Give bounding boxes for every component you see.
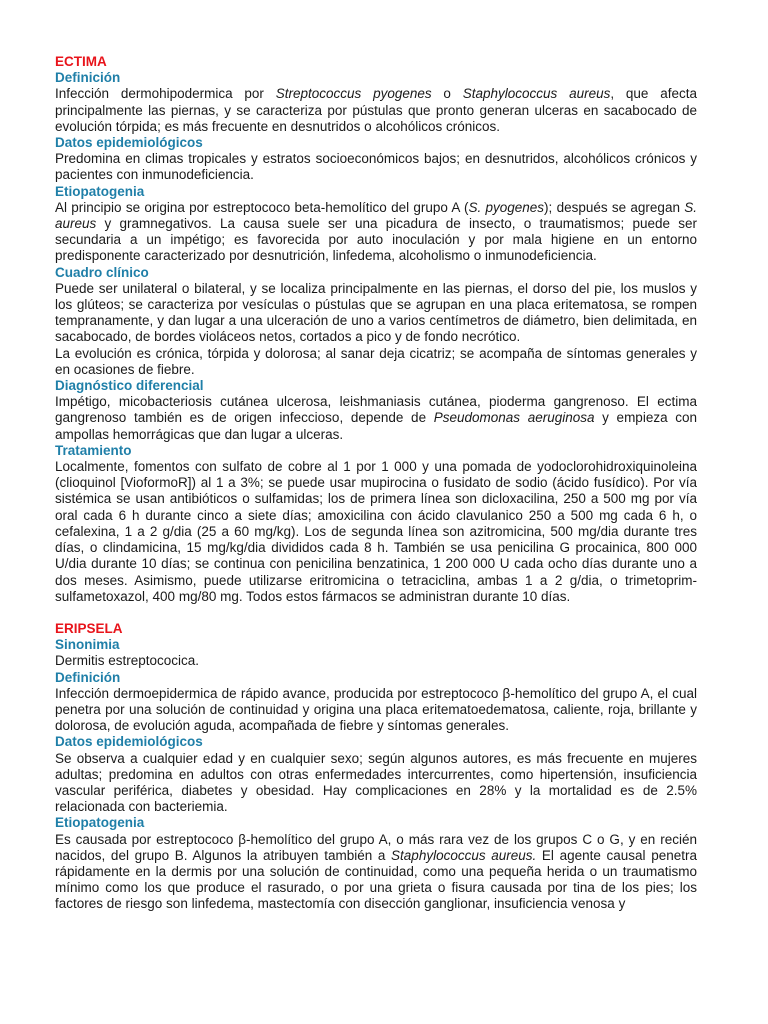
paragraph-tratamiento: Localmente, fomentos con sulfato de cobre al 1 por 1 000 y una pomada de yodoclorohidroxiquinoleina (clioquinol [VioformoR]) al 1 a 3%; se puede usar mupirocina o fusidato de sodio (ácido fusídico). Por vía sistémica se usan antibióticos o sulfamidas; los de primera línea son dicloxacilina, 250 a 500 mg por vía oral cada 6 h durante cinco a siete días; amoxicilina con ácido clavulanico 250 a 500 mg cada 6 h, o cefalexina, 1 a 2 g/dia (25 a 60 mg/kg). Los de segunda línea son azitromicina, 500 mg/dia durante tres días, o clindamicina, 15 mg/kg/dia divididos cada 8 h. También se usa penicilina G procainica, 800 000 U/dia durante 10 días; se continua con penicilina benzatinica, 1 200 000 U cada ocho días durante uno a dos meses. Asimismo, puede utilizarse eritromicina o tetraciclina, ambas 1 a 2 g/dia, o trimetoprim-sulfametoxazol, 400 mg/80 mg. Todos estos fármacos se administran durante 10 días. [55,459,697,604]
paragraph-definicion-erisipela: Infección dermoepidermica de rápido avance, producida por estreptococo β-hemolítico del grupo A, el cual penetra por una solución de continuidad y origina una placa eritematoedematosa, caliente, roja, brillante y dolorosa, de evolución aguda, acompañada de fiebre y síntomas generales. [55,685,697,734]
paragraph-etiopatogenia: Al principio se origina por estreptococo beta-hemolítico del grupo A (S. pyogenes); después se agregan S. aureus y gramnegativos. La causa suele ser una picadura de insecto, o traumatismos; puede ser secundaria a un impétigo; es favorecida por auto inoculación y por mala higiene en un entorno predisponente caracterizado por desnutrición, linfedema, alcoholismo o inmunodeficiencia. [55,199,697,264]
paragraph-datos-epidemiologicos-erisipela: Se observa a cualquier edad y en cualquier sexo; según algunos autores, es más frecuente en mujeres adultas; predomina en adultos con otras enfermedades intercurrentes, como hipertensión, insuficiencia vascular periférica, diabetes y obesidad. Hay complicaciones en 28% y la mortalidad es de 2.5% relacionada con bacteriemia. [55,750,697,815]
paragraph-datos-epidemiologicos: Predomina en climas tropicales y estratos socioeconómicos bajos; en desnutridos, alcohólicos crónicos y pacientes con inmunodeficiencia. [55,151,697,183]
heading-etiopatogenia-erisipela: Etiopatogenia [55,815,145,831]
paragraph-sinonimia: Dermitis estreptococica. [55,653,200,669]
heading-datos-epidemiologicos-erisipela: Datos epidemiológicos [55,734,203,750]
paragraph-cuadro-clinico-2: La evolución es crónica, tórpida y dolorosa; al sanar deja cicatriz; se acompaña de síntomas generales y en ocasiones de fiebre. [55,345,697,377]
heading-sinonimia: Sinonimia [55,637,120,653]
section-spacer [55,605,697,621]
heading-cuadro-clinico: Cuadro clínico [55,264,149,280]
section-title-erisipela: ERIPSELA [55,620,123,636]
document-page [55,54,697,913]
heading-definicion-erisipela: Definición [55,669,121,685]
heading-definicion: Definición [55,70,121,86]
heading-tratamiento: Tratamiento [55,442,132,458]
paragraph-cuadro-clinico-1: Puede ser unilateral o bilateral, y se localiza principalmente en las piernas, el dorso del pie, los muslos y los glúteos; se caracteriza por vesículas o pústulas que se agrupan en una placa eritematosa, se rompen tempranamente, y dan lugar a una ulceración de uno a varios centímetros de diámetro, bien delimitada, en sacabocado, de bordes violáceos netos, cortados a pico y de fondo necrótico. [55,280,697,345]
heading-datos-epidemiologicos: Datos epidemiológicos [55,135,203,151]
section-title-ectima: ECTIMA [55,54,107,69]
paragraph-etiopatogenia-erisipela: Es causada por estreptococo β-hemolítico del grupo A, o más rara vez de los grupos C o G, y en recién nacidos, del grupo B. Algunos la atribuyen también a Staphylococcus aureus. El agente causal penetra rápidamente en la dermis por una solución de continuidad, como una pequeña herida o un traumatismo mínimo como los que produce el rasurado, o por una grieta o fisura causada por tina de los pies; los factores de riesgo son linfedema, mastectomía con disección ganglionar, insuficiencia venosa y [55,831,697,912]
heading-etiopatogenia: Etiopatogenia [55,183,145,199]
heading-diagnostico-diferencial: Diagnóstico diferencial [55,378,204,394]
paragraph-definicion: Infección dermohipodermica por Streptococcus pyogenes o Staphylococcus aureus, que afecta principalmente las piernas, y se caracteriza por pústulas que pronto generan ulceras en sacabocado de evolución tórpida; es más frecuente en desnutridos o alcohólicos crónicos. [55,86,697,134]
paragraph-diagnostico-diferencial: Impétigo, micobacteriosis cutánea ulcerosa, leishmaniasis cutánea, pioderma gangrenoso. El ectima gangrenoso también es de origen infeccioso, depende de Pseudomonas aeruginosa y empieza con ampollas hemorrágicas que dan lugar a ulceras. [55,394,698,442]
